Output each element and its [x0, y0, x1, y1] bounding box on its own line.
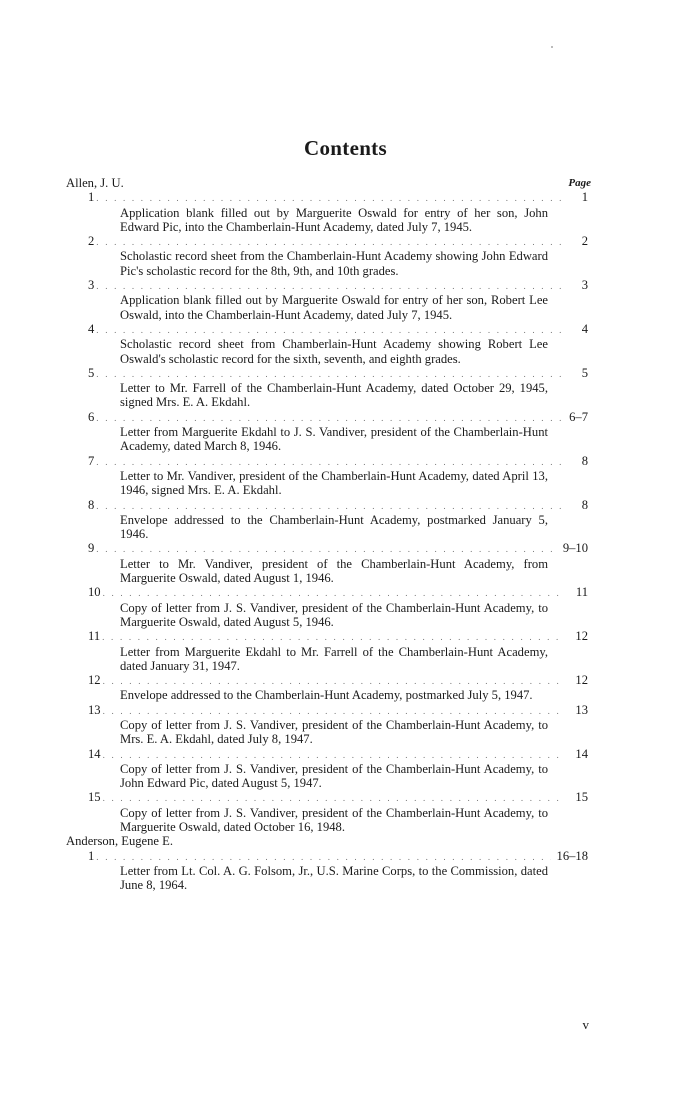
contents-entry [66, 585, 588, 629]
entry-description: Copy of letter from J. S. Vandiver, president of the Chamberlain-Hunt Academy, to Mrs. E. A. Ekdahl, dated July 8, 1947. [120, 717, 548, 747]
entry-page-number: 5 [581, 365, 588, 380]
entry-number: 11 [88, 629, 101, 644]
entry-page-number: 12 [575, 629, 588, 644]
entry-number: 7 [88, 453, 95, 468]
contents-entry [66, 278, 588, 322]
contents-entry [66, 454, 588, 498]
entry-number: 1 [88, 848, 95, 863]
contents-entry [66, 234, 588, 278]
entry-number: 14 [88, 746, 101, 761]
entry-leader-line [66, 190, 588, 205]
entry-leader-line [66, 278, 588, 293]
entry-number: 2 [88, 234, 95, 249]
dot-leader [103, 704, 562, 718]
dot-leader [96, 850, 550, 864]
entry-page-number: 4 [581, 321, 588, 336]
entry-description: Letter to Mr. Vandiver, president of the Chamberlain-Hunt Academy, from Marguerite Oswald, dated August 1, 1946. [120, 556, 548, 586]
contents-entry [66, 673, 588, 703]
entry-description: Scholastic record sheet from the Chamberlain-Hunt Academy showing John Edward Pic's scholastic record for the 8th, 9th, and 10th grades. [120, 249, 548, 278]
page-title: Contents [304, 136, 387, 160]
contents-entry [66, 541, 588, 585]
entry-leader-line [66, 629, 588, 644]
entry-number: 9 [88, 541, 95, 556]
entry-description: Application blank filled out by Marguerite Oswald for entry of her son, Robert Lee Oswald, into the Chamberlain-Hunt Academy, dated July 7, 1945. [120, 293, 548, 322]
contents-entry [66, 629, 588, 673]
dot-leader [96, 191, 562, 205]
page-folio: v [582, 1017, 589, 1032]
entry-leader-line [66, 322, 588, 337]
entry-description: Copy of letter from J. S. Vandiver, president of the Chamberlain-Hunt Academy, to John Edward Pic, dated August 5, 1947. [120, 761, 548, 791]
entry-description: Envelope addressed to the Chamberlain-Hunt Academy, postmarked January 5, 1946. [120, 512, 548, 542]
contents-entry [66, 849, 588, 893]
entry-leader-line [66, 234, 588, 249]
entry-number: 6 [88, 409, 95, 424]
entry-number: 3 [88, 278, 95, 293]
contents-entry [66, 498, 588, 542]
entry-leader-line [66, 747, 588, 762]
entry-description: Scholastic record sheet from Chamberlain-Hunt Academy showing Robert Lee Oswald's scholastic record for the sixth, seventh, and eighth grades. [120, 337, 548, 366]
contents-entry [66, 790, 588, 834]
entry-description: Application blank filled out by Marguerite Oswald for entry of her son, John Edward Pic, into the Chamberlain-Hunt Academy, dated July 7, 1945. [120, 205, 548, 234]
dot-leader [102, 630, 562, 644]
entry-leader-line [66, 541, 588, 556]
entry-description: Letter from Lt. Col. A. G. Folsom, Jr., U.S. Marine Corps, to the Commission, dated June 8, 1964. [120, 863, 548, 893]
section-heading: Anderson, Eugene E. [66, 834, 174, 849]
contents-entry [66, 410, 588, 454]
entry-page-number: 12 [575, 673, 588, 688]
section-heading: Allen, J. U. [66, 176, 124, 190]
contents-entry [66, 322, 588, 366]
entry-number: 8 [88, 497, 95, 512]
entry-number: 10 [88, 585, 101, 600]
entry-page-number: 8 [581, 453, 588, 468]
entry-number: 1 [88, 190, 95, 205]
dot-leader [96, 367, 562, 381]
entry-leader-line [66, 703, 588, 718]
contents-entry [66, 366, 588, 410]
dot-leader [96, 542, 557, 556]
scan-speck [551, 46, 553, 48]
contents-entry [66, 703, 588, 747]
dot-leader [96, 499, 562, 513]
entry-description: Letter from Marguerite Ekdahl to Mr. Farrell of the Chamberlain-Hunt Academy, dated January 31, 1947. [120, 644, 548, 673]
entry-page-number: 8 [581, 497, 588, 512]
dot-leader [96, 455, 562, 469]
entry-description: Envelope addressed to the Chamberlain-Hunt Academy, postmarked July 5, 1947. [120, 688, 533, 703]
entry-description: Letter to Mr. Farrell of the Chamberlain-Hunt Academy, dated October 29, 1945, signed Mrs. E. A. Ekdahl. [120, 381, 548, 410]
contents-entry [66, 747, 588, 791]
contents-entry [66, 190, 588, 234]
entry-page-number: 6–7 [569, 409, 588, 424]
entry-page-number: 16–18 [556, 848, 588, 863]
entry-leader-line [66, 673, 588, 688]
entry-page-number: 1 [581, 190, 588, 205]
entry-description: Copy of letter from J. S. Vandiver, president of the Chamberlain-Hunt Academy, to Marguerite Oswald, dated October 16, 1948. [120, 805, 548, 835]
entry-page-number: 14 [575, 746, 588, 761]
entry-number: 15 [88, 790, 101, 805]
entry-page-number: 13 [575, 702, 588, 717]
entry-description: Letter to Mr. Vandiver, president of the Chamberlain-Hunt Academy, dated April 13, 1946, signed Mrs. E. A. Ekdahl. [120, 468, 548, 498]
entry-leader-line [66, 366, 588, 381]
dot-leader [103, 586, 562, 600]
entry-page-number: 15 [575, 790, 588, 805]
entry-leader-line [66, 410, 588, 425]
entry-page-number: 2 [581, 234, 588, 249]
entry-description: Letter from Marguerite Ekdahl to J. S. Vandiver, president of the Chamberlain-Hunt Academy, dated March 8, 1946. [120, 425, 548, 454]
entry-leader-line [66, 585, 588, 600]
dot-leader [103, 674, 562, 688]
entry-number: 5 [88, 365, 95, 380]
dot-leader [96, 411, 562, 425]
entry-leader-line [66, 790, 588, 805]
entry-page-number: 3 [581, 278, 588, 293]
entry-page-number: 9–10 [562, 541, 588, 556]
entry-leader-line [66, 454, 588, 469]
entry-leader-line [66, 849, 588, 864]
page-column-header: Page [568, 177, 591, 189]
dot-leader [96, 279, 562, 293]
entry-description: Copy of letter from J. S. Vandiver, president of the Chamberlain-Hunt Academy, to Marguerite Oswald, dated August 5, 1946. [120, 600, 548, 629]
dot-leader [96, 235, 562, 249]
entry-leader-line [66, 498, 588, 513]
dot-leader [103, 791, 562, 805]
entry-number: 4 [88, 321, 95, 336]
entry-page-number: 11 [575, 585, 588, 600]
entry-number: 13 [88, 702, 101, 717]
entry-number: 12 [88, 673, 101, 688]
contents-list [66, 176, 588, 893]
dot-leader [103, 748, 562, 762]
dot-leader [96, 323, 562, 337]
